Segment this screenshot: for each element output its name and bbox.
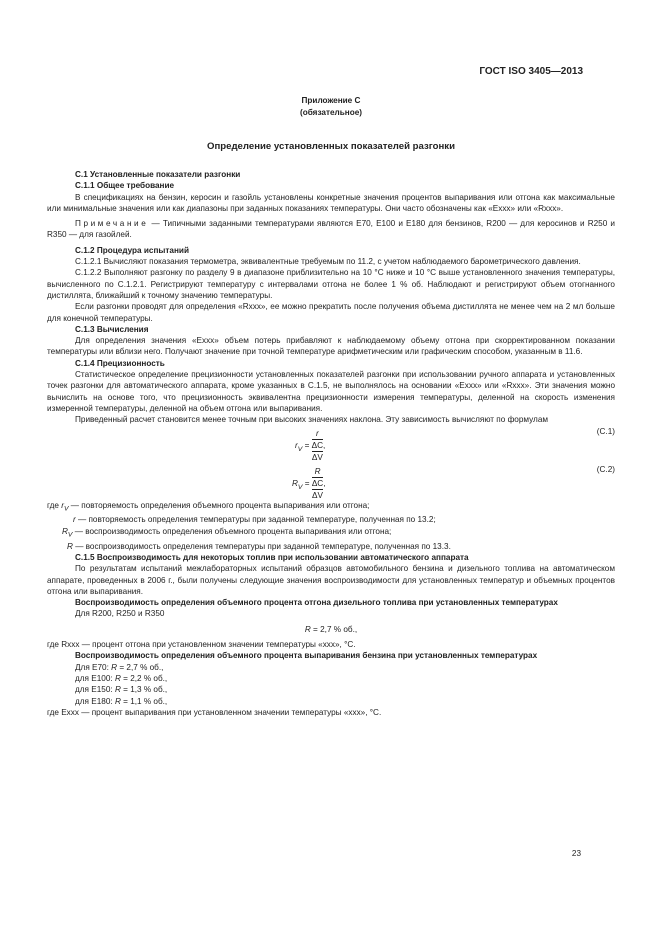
gasoline-where: где Ехxx — процент выпаривания при установленном значении температуры «xxx», °С. [47, 707, 382, 717]
note-text: — Типичными заданными температурами являются Е70, Е100 и Е180 для бензинов, R200 — для керосинов и R250 и R350 — для газойлей. [47, 219, 615, 240]
section-c122-text: С.1.2.2 Выполняют разгонку по разделу 9 в диапазоне приблизительно на 10 °С ниже и 10 °С выше установленного значения температуры, вычисленного по С.1.2.1. Регистрируют температуру с интервалами отгона не более 1 % об. Наблюдают и регистрируют объем отогнанного дистиллята, ближайший к точному значению температуры. [47, 268, 615, 300]
diesel-for: Для R200, R250 и R350 [75, 609, 165, 619]
section-c14-text2: Приведенный расчет становится менее точным при высоких значениях наклона. Эту зависимость вычисляют по формулам [75, 415, 549, 425]
diesel-where: где Rxxx — процент отгона при установленном значении температуры «xxx», °С. [47, 640, 356, 650]
formula-c1-number: (С.1) [596, 426, 615, 436]
note-paragraph [47, 218, 615, 241]
formula-c1-lhs-sub: V [297, 445, 303, 453]
appendix-status: (обязательное) [300, 108, 362, 117]
diesel-value: R = 2,7 % об., [304, 624, 358, 634]
formula-c1-den-bottom: ΔV [311, 453, 323, 463]
section-c1-heading: С.1 Установленные показатели разгонки [75, 170, 241, 179]
formula-c1-numerator: r [315, 428, 319, 438]
standard-header: ГОСТ ISO 3405—2013 [479, 66, 583, 77]
gasoline-value: для Е100: R = 2,2 % об., [75, 673, 168, 683]
section-c12-extra: Если разгонки проводят для определения «Rxxx», ее можно прекратить после получения объема дистиллята не менее чем на 2 мл больше для конечной температуры. [47, 302, 615, 323]
section-c11-heading: С.1.1 Общее требование [75, 181, 175, 191]
main-title: Определение установленных показателей разгонки [207, 141, 455, 152]
section-c14-heading: С.1.4 Прецизионность [75, 358, 165, 368]
gasoline-value: Для Е70: R = 2,7 % об., [75, 662, 164, 672]
where-item: r — повторяемость определения температуры при заданной температуре, полученная по 13.2; [73, 515, 436, 525]
formula-c2-number: (С.2) [596, 464, 615, 474]
section-c15-text: По результатам испытаний межлабораторных испытаний образцов автомобильного бензина и дизельного топлива на автоматическом аппарате, проведенных в 2006 г., были получены следующие значения воспроизводимости для установленных температур и объемных процентов отгона или выпаривания. [47, 564, 615, 596]
section-c11-text: В спецификациях на бензин, керосин и газойль установлены конкретные значения процентов выпаривания или отгона как максимальные или минимальные значения или как диапазоны при заданных показаниях температуры. Они часто обозначены как «Ехxx» или «Rxxx». [47, 192, 615, 213]
section-c15-heading: С.1.5 Воспроизводимость для некоторых топлив при использовании автоматического аппарата [75, 553, 469, 562]
where-item: R — воспроизводимость определения температуры при заданной температуре, полученная по 13.3. [67, 541, 451, 551]
where-item: где $r_V$ — повторяемость определения объемного процента выпаривания или отгона; [47, 500, 370, 513]
where-list [47, 500, 615, 552]
diesel-heading: Воспроизводимость определения объемного процента отгона дизельного топлива при установленных температурах [75, 598, 558, 608]
formula-c2-den-bottom: ΔV [312, 491, 323, 501]
appendix-title: Приложение С [301, 96, 361, 105]
section-c12-heading: С.1.2 Процедура испытаний [75, 245, 189, 255]
formula-c1: $r_V$ = $\frac{r}{\frac{\Delta C}{\Delta V}}$ , (С.1) [295, 426, 615, 463]
page-number: 23 [571, 849, 581, 858]
section-c121-text: С.1.2.1 Вычисляют показания термометра, эквивалентные требуемым по 11.2, с учетом наблюдаемого барометрического давления. [75, 257, 581, 267]
where-item: $R_V$ — воспроизводимость определения объемного процента выпаривания или отгона; [62, 526, 392, 539]
section-c13-heading: С.1.3 Вычисления [75, 324, 149, 334]
formula-c2-numerator: R [314, 466, 321, 476]
section-c13-text: Для определения значения «Ехxx» объем потерь прибавляют к наблюдаемому объему отгона при скорректированном показании температуры или вблизи него. Получают значение при точной температуре арифметическим или графическим способом, указанным в 11.6. [47, 336, 615, 357]
formula-c1-lhs: r [295, 440, 298, 450]
gasoline-value: для Е150: R = 1,3 % об., [75, 685, 168, 695]
formula-c1-den-top: ΔC [311, 440, 324, 450]
gasoline-heading: Воспроизводимость определения объемного процента выпаривания бензина при установленных температурах [75, 651, 538, 661]
formula-c2: $R_V$ = $\frac{R}{\frac{\Delta C}{\Delta V}}$ , (С.2) [292, 464, 615, 501]
gasoline-value: для Е180: R = 1,1 % об., [75, 696, 168, 706]
document-body [47, 169, 615, 718]
formula-c2-den-top: ΔC [311, 478, 324, 488]
formula-c2-lhs-sub: V [297, 483, 303, 491]
formula-c2-lhs: R [292, 478, 298, 488]
section-c14-text1: Статистическое определение прецизионности установленных показателей разгонки при использовании ручного аппарата и установленных точек разгонки для автоматического аппарата, кроме указанных в С.1.5, не выполнялось на основании «Ехxx» или «Rxxx». Эти значения можно вычислить на основе того, что прецизионность эквивалентна прецизионности измерения температуры, деленной на скорость изменения измеренной температуры, деленной на объем отгона или выпаривания. [47, 370, 615, 413]
note-label: Примечание [75, 219, 149, 229]
